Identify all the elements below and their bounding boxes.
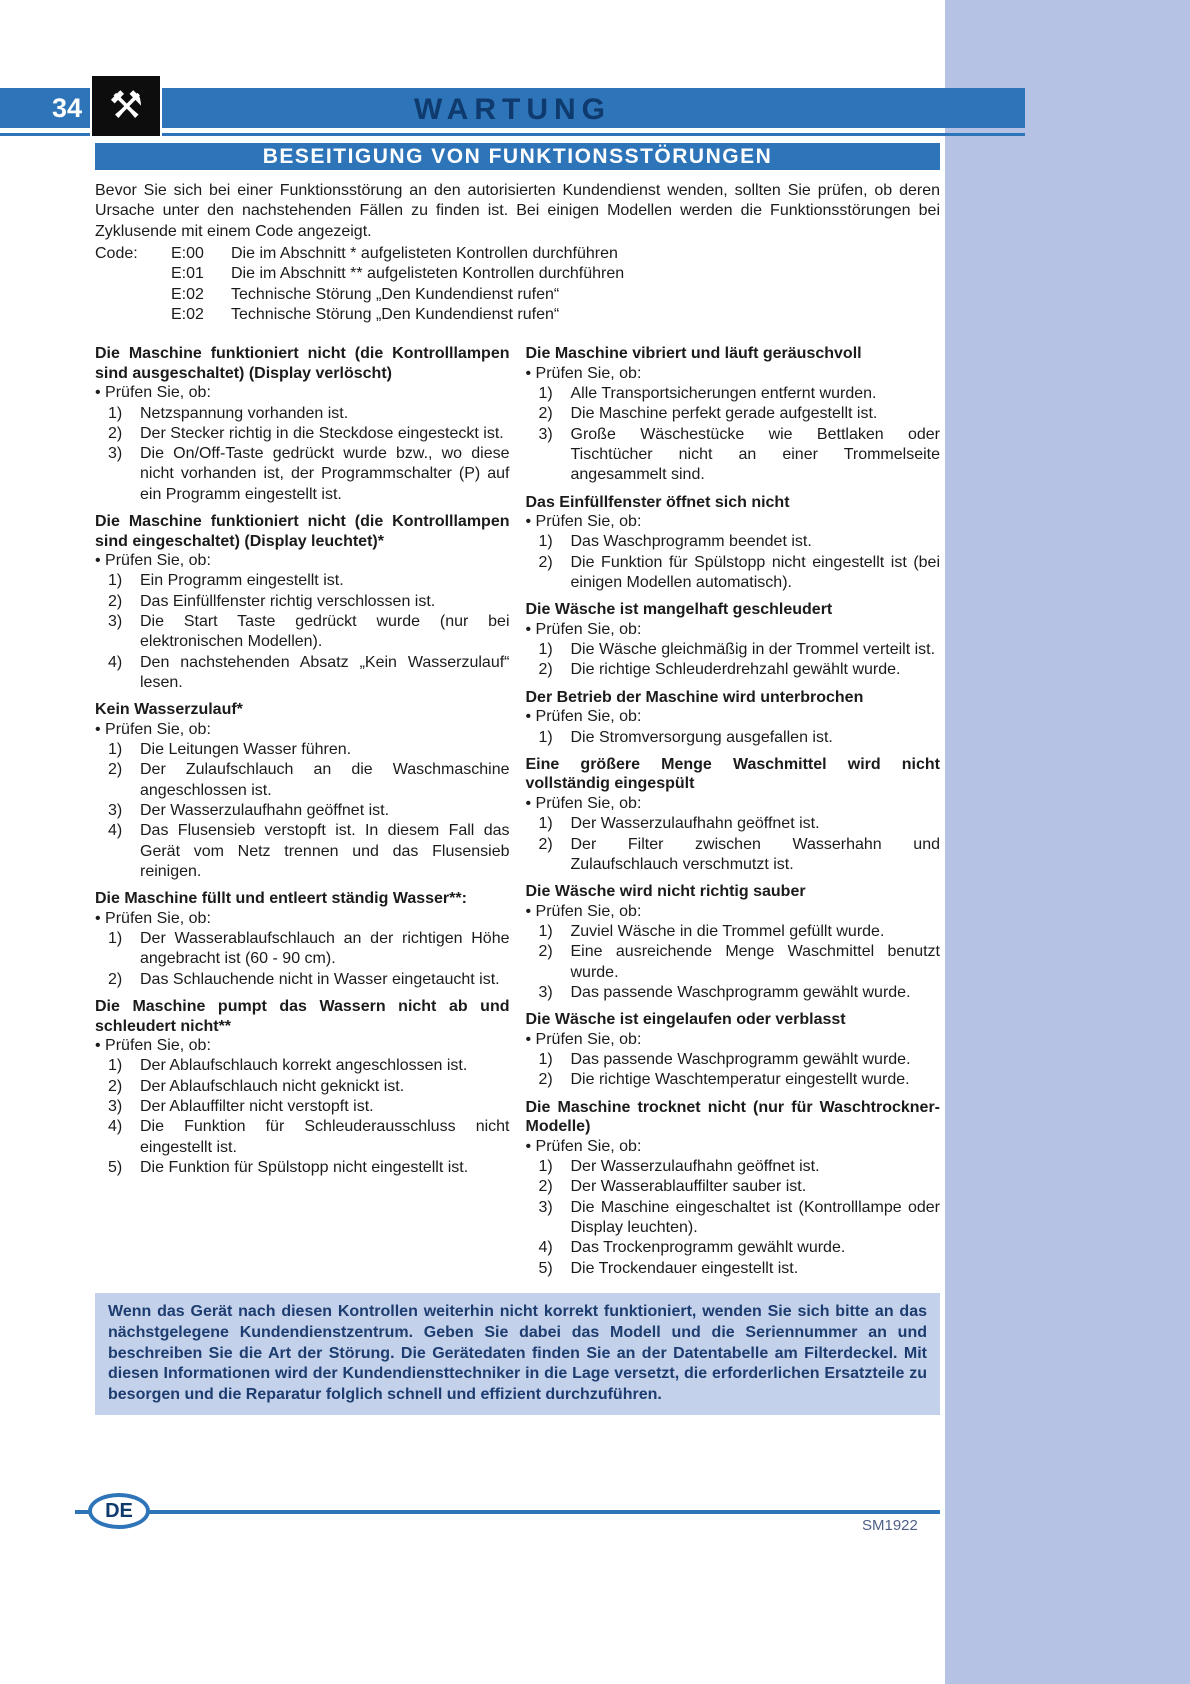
check-item (526, 553, 941, 594)
check-item (95, 1056, 510, 1076)
service-note-box: Wenn das Gerät nach diesen Kontrollen weiterhin nicht korrekt funktioniert, wenden Sie sich bitte an das nächstgelegene Kundendienstzentrum. Geben Sie dabei das Modell und die Seriennummer an und beschreiben Sie die Art der Störung. Die Gerätedaten finden Sie an der Datentabelle am Filterdeckel. Mit diesen Informationen wird der Kundendiensttechniker in die Lage versetzt, die erforderlichen Ersatzteile zu besorgen und die Reparatur folglich schnell und effizient durchzuführen. (95, 1293, 940, 1415)
check-label: • Prüfen Sie, ob: (525, 1030, 642, 1048)
check-item (526, 660, 941, 680)
error-code-list (95, 244, 940, 325)
check-label: • Prüfen Sie, ob: (95, 909, 211, 927)
item-text: Große Wäschestücke wie Bettlaken oder Tischtücher nicht an einer Trommelseite angesammelt sind. (570, 425, 940, 484)
error-code-row (95, 285, 940, 305)
item-number: 3) (538, 1198, 553, 1216)
check-label: • Prüfen Sie, ob: (525, 364, 642, 382)
item-number: 1) (108, 1057, 123, 1075)
page-content (95, 181, 940, 1415)
item-text: Die Start Taste gedrückt wurde (nur bei elektronischen Modellen). (140, 613, 510, 651)
check-item (526, 1050, 941, 1070)
check-item (526, 983, 941, 1003)
item-number: 2) (538, 661, 553, 679)
item-number: 1) (538, 1158, 553, 1176)
item-text: Das Waschprogramm beendet ist. (570, 533, 812, 551)
item-text: Der Filter zwischen Wasserhahn und Zulaufschlauch verschmutzt ist. (570, 835, 940, 873)
item-text: Netzspannung vorhanden ist. (140, 404, 349, 422)
check-item (526, 835, 941, 876)
item-number: 3) (108, 802, 123, 820)
section-title: Eine größere Menge Waschmittel wird nicht vollständig eingespült (525, 755, 940, 793)
check-item (526, 942, 941, 983)
troubleshooting-section (95, 344, 510, 505)
item-number: 2) (108, 1077, 123, 1095)
check-item (95, 929, 510, 970)
check-item (95, 1097, 510, 1117)
code-description: Die im Abschnitt ** aufgelisteten Kontrollen durchführen (231, 265, 625, 283)
check-item (526, 1070, 941, 1090)
item-number: 2) (108, 761, 123, 779)
item-text: Alle Transportsicherungen entfernt wurden. (570, 385, 877, 403)
item-text: Das Trockenprogramm gewählt wurde. (570, 1239, 846, 1257)
item-text: Die Wäsche gleichmäßig in der Trommel verteilt ist. (570, 641, 936, 659)
item-text: Die richtige Waschtemperatur eingestellt wurde. (570, 1071, 910, 1089)
troubleshooting-section (95, 889, 510, 990)
item-text: Der Stecker richtig in die Steckdose eingesteckt ist. (140, 424, 504, 442)
check-item (95, 424, 510, 444)
check-label: • Prüfen Sie, ob: (95, 384, 211, 402)
item-number: 1) (538, 728, 553, 746)
intro-paragraph: Bevor Sie sich bei einer Funktionsstörung an den autorisierten Kundendienst wenden, sollten Sie prüfen, ob deren Ursache unter den nachstehenden Fällen zu finden ist. Bei einigen Modellen werden die Funktionsstörungen bei Zyklusende mit einem Code angezeigt. (95, 182, 940, 240)
code-label: Code: (95, 244, 138, 262)
document-code: SM1922 (862, 1517, 918, 1534)
code-value: E:00 (171, 244, 204, 262)
item-text: Der Wasserzulaufhahn geöffnet ist. (570, 1158, 820, 1176)
code-value: E:02 (171, 285, 204, 303)
item-text: Den nachstehenden Absatz „Kein Wasserzulauf“ lesen. (140, 653, 510, 691)
section-title: Die Maschine funktioniert nicht (die Kontrolllampen sind ausgeschaltet) (Display verlöscht) (95, 345, 510, 382)
section-title: Die Maschine trocknet nicht (nur für Waschtrockner-Modelle) (525, 1098, 940, 1136)
item-number: 4) (108, 1118, 123, 1136)
check-label: • Prüfen Sie, ob: (525, 1137, 642, 1155)
check-label: • Prüfen Sie, ob: (525, 708, 642, 726)
item-text: Ein Programm eingestellt ist. (140, 572, 344, 590)
item-text: Das Einfüllfenster richtig verschlossen ist. (140, 592, 436, 610)
item-text: Der Ablaufschlauch korrekt angeschlossen ist. (140, 1057, 468, 1075)
check-item (526, 1198, 941, 1239)
troubleshooting-section (526, 755, 941, 875)
error-code-row (95, 244, 940, 264)
troubleshooting-section (526, 882, 941, 1003)
section-title: Die Maschine vibriert und läuft geräuschvoll (525, 345, 862, 363)
check-item (95, 760, 510, 801)
page-right-margin-panel (945, 0, 1190, 1684)
item-number: 2) (108, 970, 123, 988)
section-title: Die Maschine pumpt das Wassern nicht ab und schleudert nicht** (95, 998, 510, 1035)
item-number: 4) (108, 822, 123, 840)
item-text: Die Stromversorgung ausgefallen ist. (570, 728, 833, 746)
check-item (95, 1077, 510, 1097)
item-text: Die richtige Schleuderdrehzahl gewählt wurde. (570, 661, 901, 679)
item-number: 3) (538, 425, 553, 443)
check-label: • Prüfen Sie, ob: (525, 620, 642, 638)
footer-rule (75, 1510, 940, 1514)
troubleshooting-section (95, 700, 510, 882)
item-number: 1) (108, 572, 123, 590)
code-label (95, 285, 171, 305)
item-text: Das Schlauchende nicht in Wasser eingetaucht ist. (140, 970, 500, 988)
right-column (526, 337, 941, 1279)
item-number: 3) (538, 983, 553, 1001)
item-text: Der Wasserzulaufhahn geöffnet ist. (140, 802, 390, 820)
section-title: Der Betrieb der Maschine wird unterbrochen (525, 688, 864, 706)
check-item (95, 821, 510, 882)
item-number: 5) (538, 1259, 553, 1277)
item-text: Die Funktion für Schleuderausschluss nicht eingestellt ist. (140, 1118, 510, 1156)
section-title-bar: BESEITIGUNG VON FUNKTIONSSTÖRUNGEN (95, 143, 940, 170)
item-text: Der Wasserablaufschlauch an der richtigen Höhe angebracht ist (60 - 90 cm). (140, 930, 510, 968)
item-number: 1) (538, 533, 553, 551)
error-code-row (95, 305, 940, 325)
check-item (526, 404, 941, 424)
check-item (526, 728, 941, 748)
check-item (95, 740, 510, 760)
check-item (526, 1259, 941, 1279)
item-text: Das Flusensieb verstopft ist. In diesem Fall das Gerät vom Netz trennen und das Flusensieb reinigen. (140, 822, 510, 881)
item-number: 3) (108, 613, 123, 631)
troubleshooting-section (95, 997, 510, 1178)
item-text: Das passende Waschprogramm gewählt wurde. (570, 983, 911, 1001)
item-number: 1) (108, 741, 123, 759)
error-code-row (95, 264, 940, 284)
code-value: E:01 (171, 265, 204, 283)
language-badge: DE (88, 1493, 150, 1529)
item-number: 3) (108, 1098, 123, 1116)
item-text: Der Ablaufschlauch nicht geknickt ist. (140, 1077, 405, 1095)
item-number: 1) (108, 404, 123, 422)
check-item (526, 814, 941, 834)
section-title: Die Wäsche ist mangelhaft geschleudert (525, 601, 833, 619)
item-text: Eine ausreichende Menge Waschmittel benutzt wurde. (570, 943, 940, 981)
page-number: 34 (52, 93, 83, 123)
check-item (526, 532, 941, 552)
item-text: Die Funktion für Spülstopp nicht eingestellt ist. (140, 1159, 469, 1176)
code-description: Technische Störung „Den Kundendienst rufen“ (231, 305, 560, 323)
troubleshooting-section (95, 512, 510, 693)
page-title: WARTUNG (414, 93, 611, 126)
troubleshooting-section (526, 1010, 941, 1090)
check-label: • Prüfen Sie, ob: (525, 902, 642, 920)
item-number: 4) (108, 653, 123, 671)
check-item (95, 571, 510, 591)
item-text: Zuviel Wäsche in die Trommel gefüllt wurde. (570, 923, 885, 941)
code-label (95, 305, 171, 325)
item-text: Die Maschine eingeschaltet ist (Kontrolllampe oder Display leuchten). (570, 1198, 940, 1237)
item-text: Die Trockendauer eingestellt ist. (570, 1259, 799, 1277)
item-text: Das passende Waschprogramm gewählt wurde. (570, 1051, 911, 1069)
item-number: 5) (108, 1159, 123, 1176)
item-number: 4) (538, 1239, 553, 1257)
item-number: 2) (538, 835, 553, 853)
check-item (95, 970, 510, 990)
troubleshooting-section (526, 1098, 941, 1279)
item-number: 1) (538, 385, 553, 403)
check-item (95, 404, 510, 424)
check-item (526, 425, 941, 486)
check-item (95, 612, 510, 653)
section-title: Das Einfüllfenster öffnet sich nicht (525, 493, 790, 511)
section-title: Die Maschine funktioniert nicht (die Kontrolllampen sind eingeschaltet) (Display leuchtet)* (95, 513, 510, 550)
item-text: Der Wasserzulaufhahn geöffnet ist. (570, 815, 820, 833)
check-item (95, 444, 510, 505)
item-number: 2) (538, 943, 553, 961)
check-item (95, 801, 510, 821)
item-text: Die On/Off-Taste gedrückt wurde bzw., wo diese nicht vorhanden ist, der Programmschalter (P) auf ein Programm eingestellt ist. (140, 445, 510, 503)
code-description: Technische Störung „Den Kundendienst rufen“ (231, 285, 560, 303)
item-number: 1) (108, 930, 123, 948)
troubleshooting-columns (95, 337, 940, 1279)
check-label: • Prüfen Sie, ob: (95, 1037, 211, 1055)
item-number: 3) (108, 445, 123, 463)
section-title: Die Wäsche wird nicht richtig sauber (525, 883, 806, 901)
troubleshooting-section (526, 493, 941, 594)
check-label: • Prüfen Sie, ob: (525, 794, 642, 812)
item-number: 2) (538, 405, 553, 423)
item-text: Der Ablauffilter nicht verstopft ist. (140, 1098, 374, 1116)
item-text: Der Zulaufschlauch an die Waschmaschine angeschlossen ist. (140, 761, 510, 799)
code-description: Die im Abschnitt * aufgelisteten Kontrollen durchführen (231, 244, 618, 262)
check-item (526, 922, 941, 942)
hammer-and-wrench-icon: ⚒ (108, 85, 144, 127)
item-number: 2) (538, 1071, 553, 1089)
troubleshooting-section (526, 600, 941, 680)
troubleshooting-section (526, 688, 941, 748)
section-title: Die Wäsche ist eingelaufen oder verblasst (525, 1011, 846, 1029)
troubleshooting-section (526, 344, 941, 485)
left-column (95, 337, 510, 1279)
check-label: • Prüfen Sie, ob: (525, 513, 642, 531)
check-item (526, 1177, 941, 1197)
item-number: 2) (108, 424, 123, 442)
check-label: • Prüfen Sie, ob: (95, 552, 211, 570)
section-title: Kein Wasserzulauf* (95, 701, 243, 719)
item-number: 1) (538, 923, 553, 941)
check-item (526, 1238, 941, 1258)
code-value: E:02 (171, 305, 204, 323)
check-item (95, 1158, 510, 1178)
item-number: 1) (538, 815, 553, 833)
check-item (95, 1117, 510, 1158)
item-text: Die Leitungen Wasser führen. (140, 741, 352, 759)
check-item (526, 1157, 941, 1177)
item-text: Die Funktion für Spülstopp nicht eingestellt ist (bei einigen Modellen automatisch). (570, 553, 940, 592)
item-number: 2) (538, 1178, 553, 1196)
item-number: 2) (108, 592, 123, 610)
item-number: 1) (538, 641, 553, 659)
item-text: Die Maschine perfekt gerade aufgestellt ist. (570, 405, 878, 423)
item-number: 2) (538, 553, 553, 571)
check-item (526, 384, 941, 404)
check-label: • Prüfen Sie, ob: (95, 720, 211, 738)
check-item (526, 640, 941, 660)
check-item (95, 592, 510, 612)
item-text: Der Wasserablauffilter sauber ist. (570, 1178, 807, 1196)
item-number: 1) (538, 1051, 553, 1069)
section-title: Die Maschine füllt und entleert ständig Wasser**: (95, 890, 467, 908)
code-label (95, 264, 171, 284)
check-item (95, 653, 510, 694)
